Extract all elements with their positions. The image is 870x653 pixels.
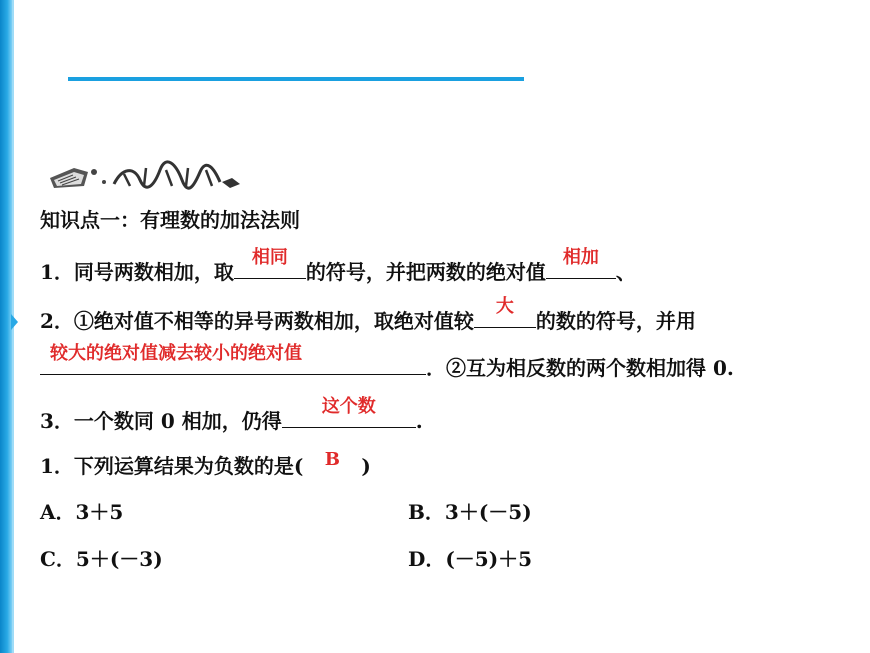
option-a[interactable]: A．3＋5 xyxy=(40,500,124,524)
section-title xyxy=(40,206,300,234)
question-number: 1． xyxy=(40,454,74,478)
rule-1-blank-1 xyxy=(234,247,306,279)
rule-2-blank-2 xyxy=(40,343,426,375)
rule-3-answer-1: 这个数 xyxy=(321,396,376,417)
rule-1-pre: 同号两数相加，取 xyxy=(73,260,234,284)
question-close-paren: ) xyxy=(361,454,371,478)
question-answer-slot xyxy=(303,449,361,480)
rule-2-continued xyxy=(40,343,734,382)
rule-1-mid: 的符号，并把两数的绝对值 xyxy=(305,260,546,284)
question-answer: B xyxy=(324,449,340,470)
rule-1-number: 1． xyxy=(40,260,74,284)
rule-2-pre: ①绝对值不相等的异号两数相加，取绝对值较 xyxy=(73,309,474,333)
rule-3 xyxy=(40,396,423,435)
section-title-text: 知识点一：有理数的加法法则 xyxy=(40,208,300,232)
rule-2-answer-2: 较大的绝对值减去较小的绝对值 xyxy=(50,343,302,364)
option-b[interactable]: B．3＋(－5) xyxy=(408,500,532,524)
rule-1-answer-2: 相加 xyxy=(562,247,599,268)
rule-2-number: 2． xyxy=(40,309,74,333)
rule-2-post-2: ．②互为相反数的两个数相加得 0. xyxy=(426,356,734,380)
rule-1-blank-2 xyxy=(546,247,616,279)
left-tab-arrow-icon xyxy=(11,314,18,330)
top-divider-line xyxy=(68,77,524,81)
rule-3-pre: 一个数同 0 相加，仍得 xyxy=(73,409,282,433)
rule-1-post: 、 xyxy=(615,260,636,284)
rule-2-blank-1 xyxy=(474,296,536,328)
option-d[interactable]: D．(－5)＋5 xyxy=(408,547,533,571)
rule-2 xyxy=(40,296,696,335)
rule-3-blank-1 xyxy=(282,396,416,428)
rule-2-answer-1: 大 xyxy=(495,296,514,317)
option-c[interactable]: C．5＋(－3) xyxy=(40,547,163,571)
rule-1-answer-1: 相同 xyxy=(251,247,288,268)
rule-1 xyxy=(40,247,636,286)
basic-practice-badge-icon xyxy=(44,160,242,190)
question xyxy=(40,449,371,480)
rule-3-post: . xyxy=(415,409,423,433)
question-text: 下列运算结果为负数的是( xyxy=(73,454,304,478)
rule-2-post: 的数的符号，并用 xyxy=(535,309,696,333)
rule-3-number: 3． xyxy=(40,409,74,433)
